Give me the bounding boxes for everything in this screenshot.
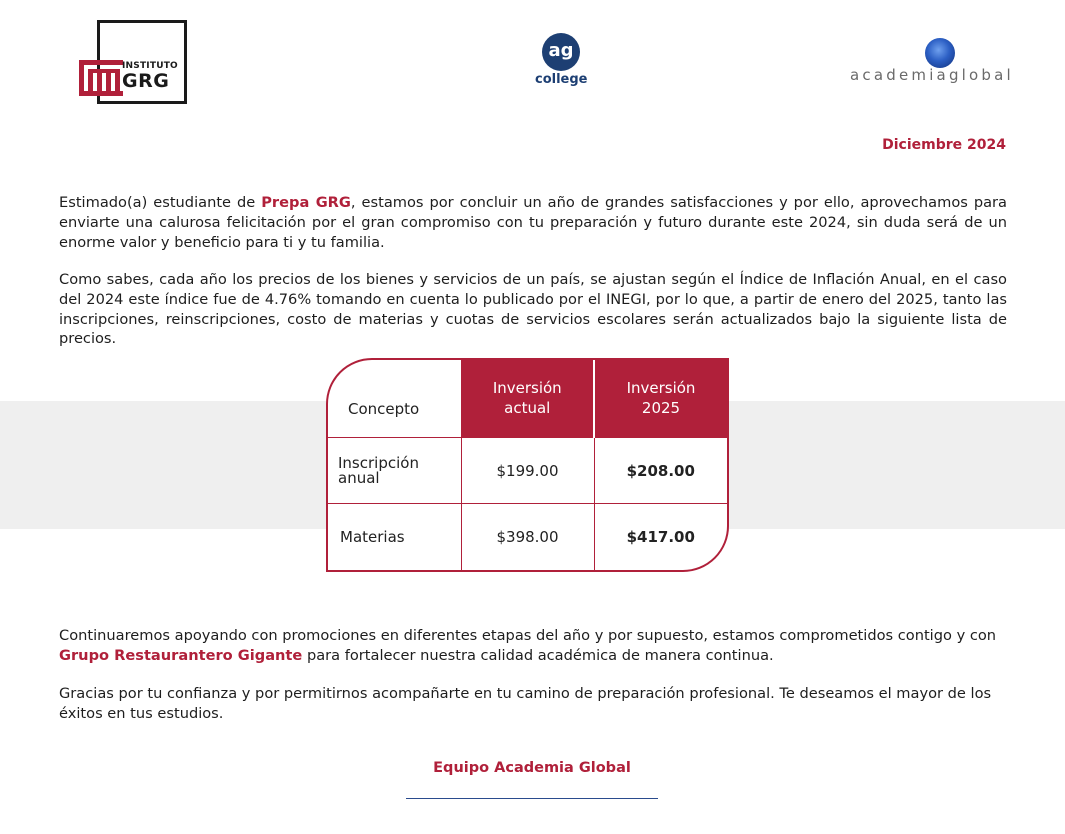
p3-highlight: Grupo Restaurantero Gigante xyxy=(59,646,303,664)
ag-college-logo xyxy=(535,33,587,91)
header-current-l2: actual xyxy=(504,399,551,418)
signature-line xyxy=(406,798,658,799)
header-next-l2: 2025 xyxy=(641,399,681,418)
row-next-price: $208.00 xyxy=(594,437,727,503)
header-next xyxy=(594,360,727,437)
row-concept: Materias xyxy=(328,504,461,570)
globe-icon xyxy=(925,38,955,68)
row-next-price: $417.00 xyxy=(594,504,727,570)
academia-global-word: academiaglobal xyxy=(850,66,1014,84)
logo-line2: GRG xyxy=(122,70,170,92)
ag-college-word: college xyxy=(535,72,588,87)
p3-prefix: Continuaremos apoyando con promociones en diferentes etapas del año y por supuesto, estamos comprometidos contigo y con xyxy=(59,627,997,644)
ag-badge: ag xyxy=(542,33,580,71)
letter-date: Diciembre 2024 xyxy=(882,137,1006,153)
table-row xyxy=(328,504,727,570)
p3-suffix: para fortalecer nuestra calidad académica de manera continua. xyxy=(302,646,774,664)
header-current xyxy=(461,360,594,437)
row-current-price: $398.00 xyxy=(461,504,594,570)
paragraph-commitment xyxy=(59,626,1007,666)
row-concept-l1: Inscripción xyxy=(338,453,419,472)
header-concept: Concepto xyxy=(328,360,461,437)
signature: Equipo Academia Global xyxy=(433,760,631,776)
paragraph-inflation: Como sabes, cada año los precios de los bienes y servicios de un país, se ajustan según el Índice de Inflación Anual, en el caso del 2024 este índice fue de 4.76% tomando en cuenta lo publicado por el INEGI, por lo que, a partir de enero del 2025, tanto las inscripciones, reinscripciones, costo de materias y cuotas de servicios escolares serán actualizados bajo la siguiente lista de precios. xyxy=(59,271,1007,348)
table-header-row xyxy=(328,360,727,437)
p1-suffix: , estamos por concluir un año de grandes satisfacciones y por ello, aprovechamos para enviarte una calurosa felicitación por el gran compromiso con tu preparación y futuro durante este 2024, sin duda será de un enorme valor y beneficio para ti y tu familia. xyxy=(59,194,1007,251)
table-row xyxy=(328,437,727,503)
building-icon xyxy=(79,60,125,96)
row-concept-l2: anual xyxy=(338,468,380,487)
logo-line1: INSTITUTO xyxy=(122,61,178,71)
header-next-l1: Inversión xyxy=(626,379,696,398)
academia-global-logo xyxy=(850,38,1014,88)
row-current-price: $199.00 xyxy=(461,437,594,503)
header-current-l1: Inversión xyxy=(492,379,562,398)
paragraph-greeting xyxy=(59,193,1007,252)
p1-highlight: Prepa GRG xyxy=(261,194,351,211)
price-table xyxy=(326,358,729,572)
p1-prefix: Estimado(a) estudiante de xyxy=(59,194,262,211)
paragraph-thanks: Gracias por tu confianza y por permitirnos acompañarte en tu camino de preparación profesional. Te deseamos el mayor de los éxitos en tus estudios. xyxy=(59,685,992,722)
row-concept xyxy=(328,437,461,503)
instituto-grg-logo xyxy=(79,20,187,104)
